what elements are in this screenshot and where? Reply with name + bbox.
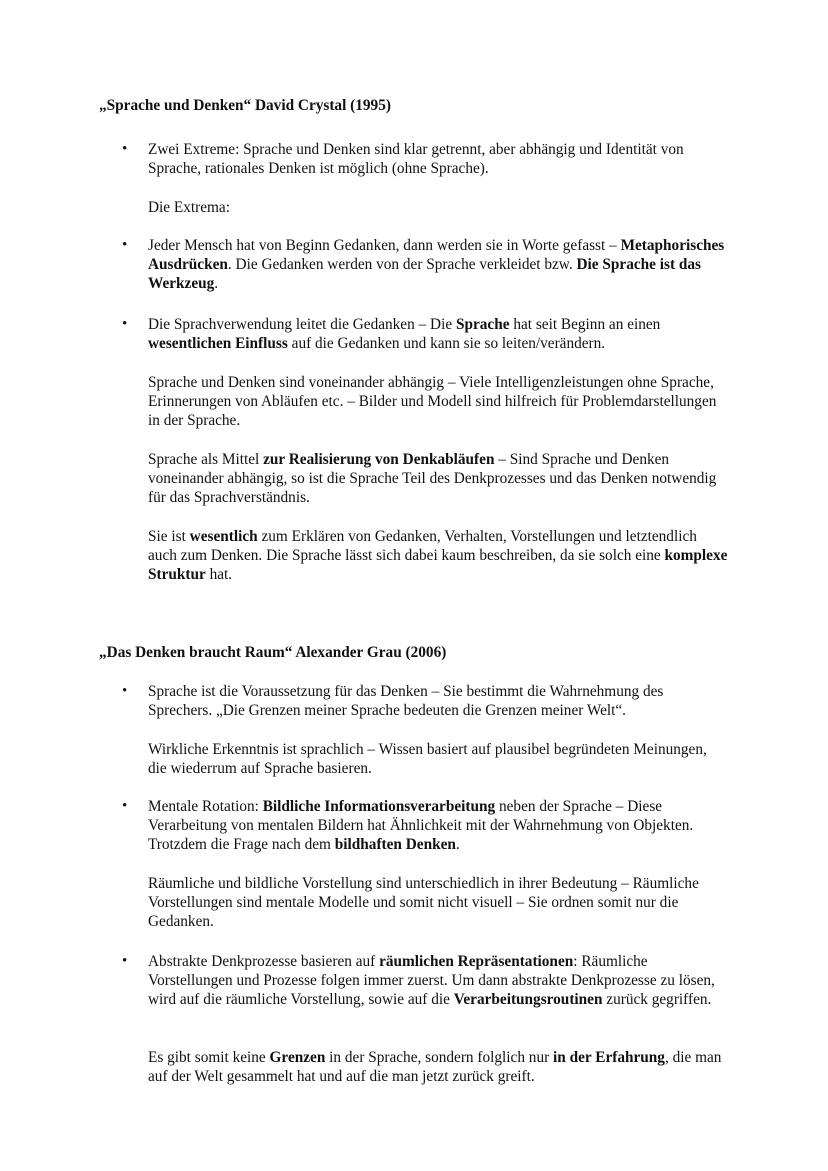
text-run: Sprache als Mittel — [148, 451, 264, 468]
text-run: hat seit Beginn an einen — [509, 316, 661, 333]
paragraph — [148, 450, 728, 507]
paragraph — [148, 527, 728, 584]
paragraph — [148, 373, 728, 430]
bold-text: Verarbeitungsroutinen — [453, 991, 603, 1008]
paragraph — [148, 1048, 728, 1086]
text-run: Zwei Extreme: Sprache und Denken sind klar getrennt, aber abhängig und Identität von Sprache, rationales Denken ist möglich (ohne Sprache). — [148, 141, 684, 177]
paragraph — [148, 797, 728, 854]
paragraph — [148, 952, 728, 1009]
paragraph — [148, 874, 728, 931]
bold-text: komplexe Struktur — [148, 547, 728, 583]
bullet-marker: • — [122, 953, 128, 969]
paragraph — [148, 236, 728, 293]
text-run: Sprache und Denken sind voneinander abhängig – Viele Intelligenzleistungen ohne Sprache, Erinnerungen von Abläufen etc. – Bilder und Modell sind hilfreich für Problemdarstellungen in der Sprache. — [148, 374, 717, 429]
text-run: Jeder Mensch hat von Beginn Gedanken, dann werden sie in Worte gefasst – — [148, 237, 621, 254]
text-run: hat. — [205, 566, 233, 583]
bold-text: Bildliche Informationsverarbeitung — [262, 798, 496, 815]
text-run: auf die Gedanken und kann sie so leiten/verändern. — [287, 335, 606, 352]
text-run: Sie ist — [148, 528, 190, 545]
bold-text: bildhaften Denken — [334, 836, 456, 853]
text-run: , die man auf der Welt gesammelt hat und auf die man jetzt zurück greift. — [148, 1049, 722, 1085]
bold-text: wesentlichen Einfluss — [148, 335, 288, 352]
text-run: Die Extrema: — [148, 199, 230, 216]
text-run: . — [455, 836, 460, 853]
text-run: . Die Gedanken werden von der Sprache verkleidet bzw. — [227, 256, 577, 273]
paragraph — [148, 198, 728, 217]
bold-text: wesentlich — [189, 528, 258, 545]
text-run: : Räumliche Vorstellungen und Prozesse folgen immer zuerst. Um dann abstrakte Denkprozesse zu lösen, wird auf die räumliche Vorstellung, sowie auf die — [148, 953, 715, 1008]
bold-text: Sprache — [455, 316, 510, 333]
paragraph — [148, 140, 728, 178]
paragraph — [148, 740, 728, 778]
section-1-heading: „Sprache und Denken“ David Crystal (1995) — [99, 97, 391, 114]
paragraph — [148, 682, 728, 720]
bullet-marker: • — [122, 316, 128, 332]
text-run: zurück gegriffen. — [602, 991, 712, 1008]
bullet-marker: • — [122, 237, 128, 253]
bold-text: Die Sprache ist das Werkzeug — [148, 256, 701, 292]
text-run: Die Sprachverwendung leitet die Gedanken – Die — [148, 316, 456, 333]
text-run: Es gibt somit keine — [148, 1049, 270, 1066]
text-run: . — [214, 275, 219, 292]
bullet-marker: • — [122, 141, 128, 157]
text-run: Wirkliche Erkenntnis ist sprachlich – Wissen basiert auf plausibel begründeten Meinungen, die wiederrum auf Sprache basieren. — [148, 741, 707, 777]
bold-text: Grenzen — [269, 1049, 326, 1066]
text-run: zum Erklären von Gedanken, Verhalten, Vorstellungen und letztendlich auch zum Denken. Die Sprache lässt sich dabei kaum beschreiben, da sie solch eine — [148, 528, 697, 564]
bold-text: räumlichen Repräsentationen — [379, 953, 574, 970]
text-run: Räumliche und bildliche Vorstellung sind unterschiedlich in ihrer Bedeutung – Räumliche Vorstellungen sind mentale Modelle und somit nicht visuell – Sie ordnen somit nur die Gedanken. — [148, 875, 699, 930]
bullet-marker: • — [122, 683, 128, 699]
text-run: neben der Sprache – Diese Verarbeitung von mentalen Bildern hat Ähnlichkeit mit der Wahrnehmung von Objekten. Trotzdem die Frage nach dem — [148, 798, 694, 853]
text-run: in der Sprache, sondern folglich nur — [325, 1049, 554, 1066]
paragraph — [148, 315, 728, 353]
text-run: Abstrakte Denkprozesse basieren auf — [148, 953, 380, 970]
bold-text: in der Erfahrung — [553, 1049, 665, 1066]
text-run: – Sind Sprache und Denken voneinander abhängig, so ist die Sprache Teil des Denkprozesses und das Denken notwendig für das Sprachverständnis. — [148, 451, 717, 506]
bullet-marker: • — [122, 798, 128, 814]
bold-text: zur Realisierung von Denkabläufen — [263, 451, 495, 468]
bold-text: Metaphorisches Ausdrücken — [148, 237, 725, 273]
text-run: Mentale Rotation: — [148, 798, 263, 815]
section-2-heading: „Das Denken braucht Raum“ Alexander Grau (2006) — [99, 644, 447, 661]
text-run: Sprache ist die Voraussetzung für das Denken – Sie bestimmt die Wahrnehmung des Sprechers. „Die Grenzen meiner Sprache bedeuten die Grenzen meiner Welt“. — [148, 683, 664, 719]
